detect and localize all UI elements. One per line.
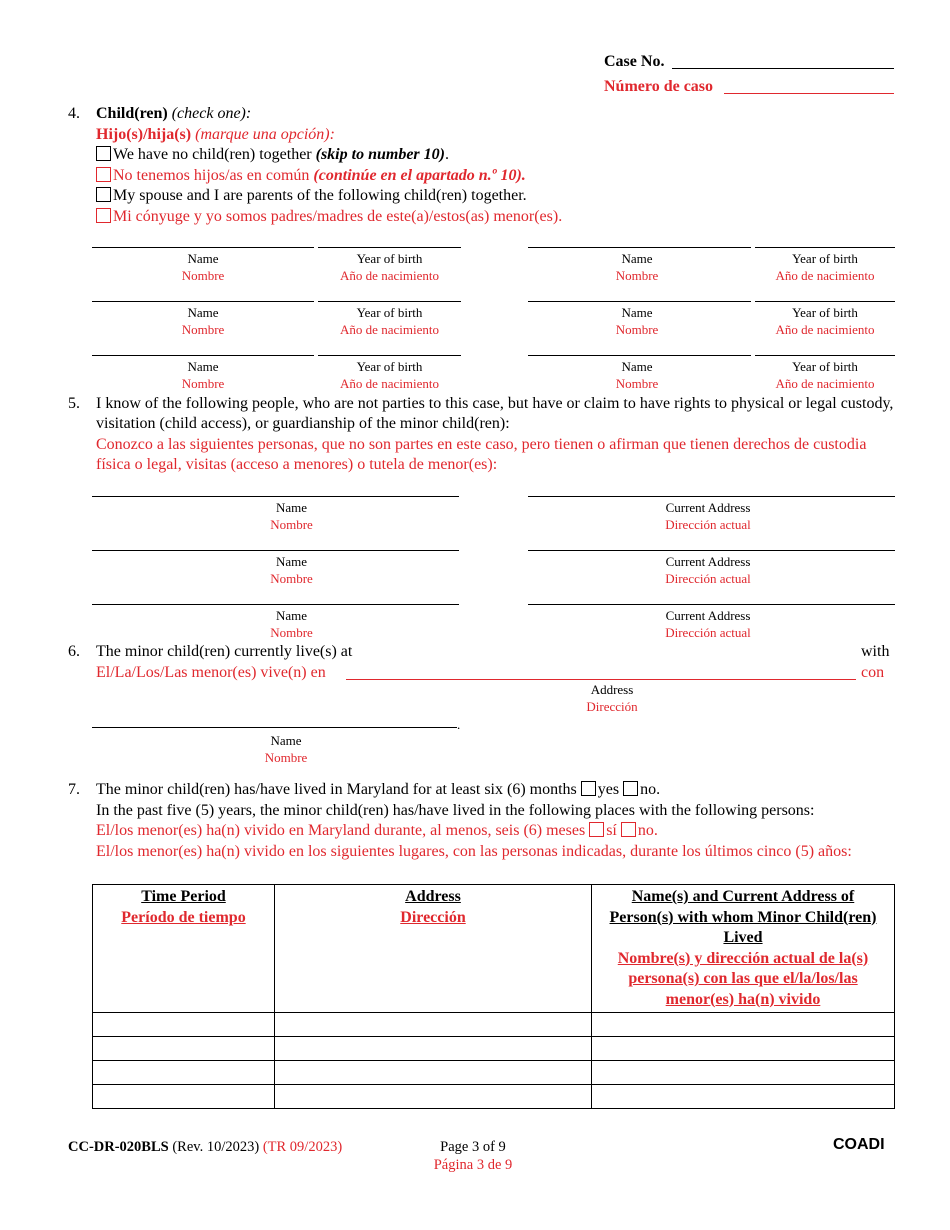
section-7-line1: The minor child(ren) has/have lived in Maryland for at least six (6) months yes no. <box>96 781 661 798</box>
child-name-line[interactable] <box>92 247 314 248</box>
address-cell[interactable] <box>275 1061 592 1085</box>
maryland-yes-checkbox-es[interactable] <box>589 822 604 837</box>
person-address-line[interactable] <box>528 604 895 605</box>
option-no-children: We have no child(ren) together (skip to number 10). <box>96 145 449 165</box>
address-caption: Address Dirección <box>586 682 638 714</box>
table-row <box>93 1085 895 1109</box>
child-yob-caption: Year of birth Año de nacimiento <box>340 251 439 283</box>
address-cell[interactable] <box>275 1013 592 1037</box>
section-6-text-es: El/La/Los/Las menor(es) vive(n) en <box>96 664 326 681</box>
child-yob-line[interactable] <box>318 355 461 356</box>
child-name-caption: Name Nombre <box>615 305 659 337</box>
person-name-line[interactable] <box>92 496 459 497</box>
section-7-line2: In the past five (5) years, the minor child(ren) has/have lived in the following places with the following persons: <box>96 802 815 819</box>
person-name-line[interactable] <box>92 604 459 605</box>
person-address-caption: Current Address Dirección actual <box>665 608 751 640</box>
persons-cell[interactable] <box>592 1085 895 1109</box>
section-4-title-es: Hijo(s)/hija(s) (marque una opción): <box>96 126 335 143</box>
child-yob-caption: Year of birth Año de nacimiento <box>340 359 439 391</box>
child-yob-line[interactable] <box>755 247 895 248</box>
option-have-children-es: Mi cónyuge y yo somos padres/madres de este(a)/estos(as) menor(es). <box>96 207 562 227</box>
time-period-cell[interactable] <box>93 1013 275 1037</box>
child-name-caption: Name Nombre <box>615 251 659 283</box>
child-yob-caption: Year of birth Año de nacimiento <box>775 251 875 283</box>
col-address-header: Address Dirección <box>275 885 592 1013</box>
persons-cell[interactable] <box>592 1013 895 1037</box>
persons-cell[interactable] <box>592 1037 895 1061</box>
person-name-caption: Name Nombre <box>270 554 313 586</box>
residence-history-table <box>92 884 895 1109</box>
person-name-caption: Name Nombre <box>270 500 313 532</box>
form-id: CC-DR-020BLS (Rev. 10/2023) (TR 09/2023) <box>68 1139 343 1155</box>
child-yob-line[interactable] <box>755 355 895 356</box>
case-no-field[interactable] <box>672 68 894 69</box>
have-children-checkbox[interactable] <box>96 187 111 202</box>
child-name-line[interactable] <box>528 355 751 356</box>
section-6-text: The minor child(ren) currently live(s) at <box>96 643 353 660</box>
section-7-line2-es: El/los menor(es) ha(n) vivido en los siguientes lugares, con las personas indicadas, durante los últimos cinco (5) años: <box>96 843 852 860</box>
agency-logo-text: COADI <box>833 1136 885 1153</box>
person-name-caption: Name Nombre <box>270 608 313 640</box>
section-7-number: 7. <box>68 781 80 798</box>
child-name-line[interactable] <box>92 301 314 302</box>
time-period-cell[interactable] <box>93 1085 275 1109</box>
section-6-period: . <box>457 717 461 732</box>
table-row <box>93 1013 895 1037</box>
child-yob-line[interactable] <box>318 247 461 248</box>
col-time-period-header: Time Period Período de tiempo <box>93 885 275 1013</box>
section-6-with-es: con <box>861 664 885 681</box>
option-have-children: My spouse and I are parents of the following child(ren) together. <box>96 186 527 206</box>
person-address-line[interactable] <box>528 550 895 551</box>
child-yob-caption: Year of birth Año de nacimiento <box>775 305 875 337</box>
section-7-line1-es: El/los menor(es) ha(n) vivido en Maryland durante, al menos, seis (6) meses sí no. <box>96 822 658 839</box>
case-no-label-es: Número de caso <box>604 78 714 95</box>
section-6-with: with <box>861 643 890 660</box>
section-4-title: Child(ren) (check one): <box>96 105 252 122</box>
address-cell[interactable] <box>275 1085 592 1109</box>
table-row <box>93 1037 895 1061</box>
child-name-caption: Name Nombre <box>181 251 225 283</box>
time-period-cell[interactable] <box>93 1061 275 1085</box>
current-address-field[interactable] <box>346 679 856 680</box>
person-name-line[interactable] <box>92 550 459 551</box>
child-yob-caption: Year of birth Año de nacimiento <box>775 359 875 391</box>
section-5-text: I know of the following people, who are not parties to this case, but have or claim to have rights to physical or legal custody, visitation (child access), or guardianship of the minor child(ren): <box>96 395 894 432</box>
persons-cell[interactable] <box>592 1061 895 1085</box>
section-5-number: 5. <box>68 395 80 412</box>
child-name-line[interactable] <box>528 301 751 302</box>
time-period-cell[interactable] <box>93 1037 275 1061</box>
living-with-name-field[interactable] <box>92 727 457 728</box>
child-yob-line[interactable] <box>755 301 895 302</box>
person-address-line[interactable] <box>528 496 895 497</box>
table-row <box>93 1061 895 1085</box>
no-children-checkbox[interactable] <box>96 146 111 161</box>
section-4-number: 4. <box>68 105 80 122</box>
case-no-field-es <box>724 93 894 94</box>
child-yob-line[interactable] <box>318 301 461 302</box>
have-children-checkbox-es[interactable] <box>96 208 111 223</box>
child-name-caption: Name Nombre <box>181 305 225 337</box>
maryland-no-checkbox-es[interactable] <box>621 822 636 837</box>
maryland-yes-checkbox[interactable] <box>581 781 596 796</box>
maryland-no-checkbox[interactable] <box>623 781 638 796</box>
case-no-label: Case No. <box>604 53 665 70</box>
section-5-text-es: Conozco a las siguientes personas, que no son partes en este caso, pero tienen o afirman que tienen derechos de custodia física o legal, visitas (acceso a menores) o tutela de menor(es): <box>96 436 867 473</box>
page-number: Page 3 of 9 Página 3 de 9 <box>433 1139 513 1173</box>
child-yob-caption: Year of birth Año de nacimiento <box>340 305 439 337</box>
option-no-children-es: No tenemos hijos/as en común (continúe en el apartado n.º 10). <box>96 166 526 186</box>
child-name-line[interactable] <box>528 247 751 248</box>
child-name-line[interactable] <box>92 355 314 356</box>
child-name-caption: Name Nombre <box>181 359 225 391</box>
child-name-caption: Name Nombre <box>615 359 659 391</box>
no-children-checkbox-es[interactable] <box>96 167 111 182</box>
living-with-name-caption: Name Nombre <box>264 733 308 765</box>
person-address-caption: Current Address Dirección actual <box>665 554 751 586</box>
person-address-caption: Current Address Dirección actual <box>665 500 751 532</box>
section-6-number: 6. <box>68 643 80 660</box>
col-persons-header: Name(s) and Current Address of Person(s) with whom Minor Child(ren) Lived Nombre(s) y dirección actual de la(s) persona(s) con las que el/la/los/las menor(es) ha(n) vivido <box>592 885 895 1013</box>
address-cell[interactable] <box>275 1037 592 1061</box>
